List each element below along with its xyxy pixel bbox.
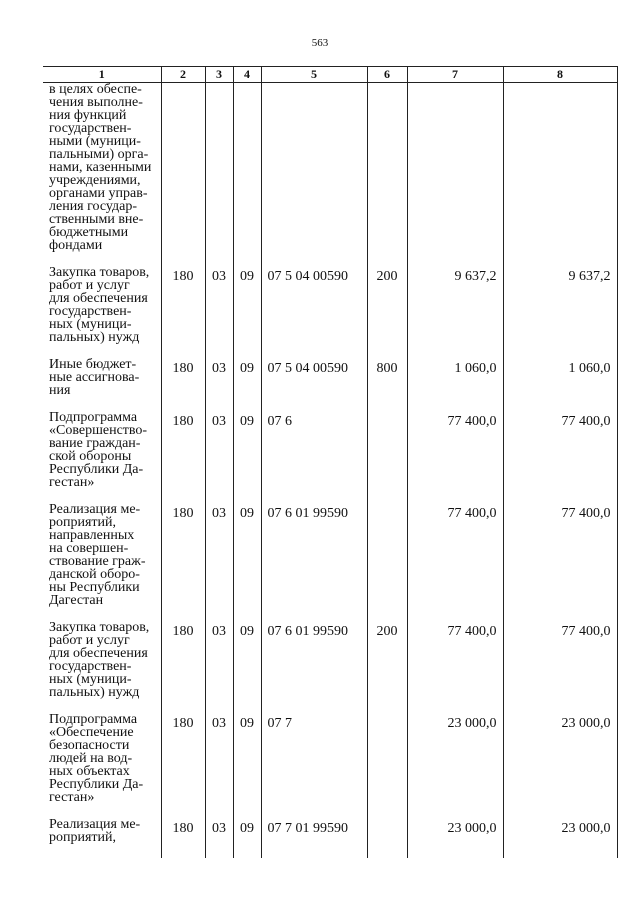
cell-col4: 09	[233, 621, 261, 713]
cell-col7: 9 637,2	[407, 266, 503, 358]
cell-col2: 180	[161, 266, 205, 358]
table-row	[43, 266, 617, 358]
cell-col4: 09	[233, 358, 261, 411]
cell-col8: 23 000,0	[503, 818, 617, 858]
cell-col7: 23 000,0	[407, 713, 503, 818]
column-header: 1	[43, 67, 161, 83]
page-number: 563	[311, 37, 329, 49]
cell-col6: 200	[367, 621, 407, 713]
cell-col6: 800	[367, 358, 407, 411]
cell-col2: 180	[161, 503, 205, 621]
cell-col5	[261, 83, 367, 267]
cell-col7: 77 400,0	[407, 621, 503, 713]
cell-col8: 23 000,0	[503, 713, 617, 818]
table-row	[43, 411, 617, 503]
cell-col4: 09	[233, 266, 261, 358]
cell-col8: 77 400,0	[503, 411, 617, 503]
cell-col5: 07 5 04 00590	[261, 266, 367, 358]
table-header-row	[43, 67, 617, 83]
cell-col2: 180	[161, 818, 205, 858]
cell-col5: 07 7 01 99590	[261, 818, 367, 858]
cell-col7: 77 400,0	[407, 411, 503, 503]
cell-col6	[367, 713, 407, 818]
cell-col2: 180	[161, 411, 205, 503]
row-name: Закупка товаров, работ и услуг для обеспечения государствен- ных (муници- пальных) нужд	[49, 265, 150, 345]
row-name: в целях обеспе- чения выполне- ния функций государствен- ными (муници- пальными) орга- нами, казенными учреждениями, органами управ- ления государ- ственными вне- бюджетными фондами	[49, 82, 152, 253]
row-name: Иные бюджет- ные ассигнова- ния	[49, 357, 140, 398]
row-name: Реализация ме- роприятий, направленных на совершен- ствование граж- данской оборо- ны Республики Дагестан	[49, 502, 146, 608]
row-name: Закупка товаров, работ и услуг для обеспечения государствен- ных (муници- пальных) нужд	[49, 620, 150, 700]
cell-col3: 03	[205, 358, 233, 411]
cell-col4	[233, 83, 261, 267]
cell-col5: 07 7	[261, 713, 367, 818]
cell-col4: 09	[233, 713, 261, 818]
column-header: 8	[503, 67, 617, 83]
cell-col5: 07 6	[261, 411, 367, 503]
cell-col8	[503, 83, 617, 267]
cell-col6	[367, 411, 407, 503]
cell-col8: 1 060,0	[503, 358, 617, 411]
cell-col2: 180	[161, 358, 205, 411]
cell-col7: 1 060,0	[407, 358, 503, 411]
column-header: 3	[205, 67, 233, 83]
cell-col4: 09	[233, 503, 261, 621]
column-header: 2	[161, 67, 205, 83]
cell-col3: 03	[205, 621, 233, 713]
row-name: Реализация ме- роприятий,	[49, 817, 141, 845]
column-header: 4	[233, 67, 261, 83]
cell-col6	[367, 818, 407, 858]
cell-col6: 200	[367, 266, 407, 358]
cell-col3	[205, 83, 233, 267]
budget-table	[43, 66, 618, 858]
cell-col2	[161, 83, 205, 267]
cell-col3: 03	[205, 266, 233, 358]
cell-col3: 03	[205, 411, 233, 503]
cell-col5: 07 6 01 99590	[261, 621, 367, 713]
column-header: 5	[261, 67, 367, 83]
cell-col5: 07 6 01 99590	[261, 503, 367, 621]
table-row	[43, 713, 617, 818]
column-header: 7	[407, 67, 503, 83]
table-row	[43, 83, 617, 267]
cell-col2: 180	[161, 713, 205, 818]
table-row	[43, 358, 617, 411]
cell-col7	[407, 83, 503, 267]
cell-col8: 77 400,0	[503, 503, 617, 621]
cell-col5: 07 5 04 00590	[261, 358, 367, 411]
cell-col4: 09	[233, 818, 261, 858]
table-row	[43, 818, 617, 858]
cell-col3: 03	[205, 818, 233, 858]
cell-col3: 03	[205, 713, 233, 818]
row-name: Подпрограмма «Обеспечение безопасности людей на вод- ных объектах Республики Да- гестан»	[49, 712, 144, 805]
cell-col3: 03	[205, 503, 233, 621]
cell-col4: 09	[233, 411, 261, 503]
table-row	[43, 621, 617, 713]
cell-col2: 180	[161, 621, 205, 713]
cell-col6	[367, 83, 407, 267]
row-name: Подпрограмма «Совершенство- вание граждан- ской обороны Республики Да- гестан»	[49, 410, 148, 490]
cell-col7: 23 000,0	[407, 818, 503, 858]
table-row	[43, 503, 617, 621]
column-header: 6	[367, 67, 407, 83]
cell-col8: 9 637,2	[503, 266, 617, 358]
cell-col7: 77 400,0	[407, 503, 503, 621]
cell-col6	[367, 503, 407, 621]
cell-col8: 77 400,0	[503, 621, 617, 713]
